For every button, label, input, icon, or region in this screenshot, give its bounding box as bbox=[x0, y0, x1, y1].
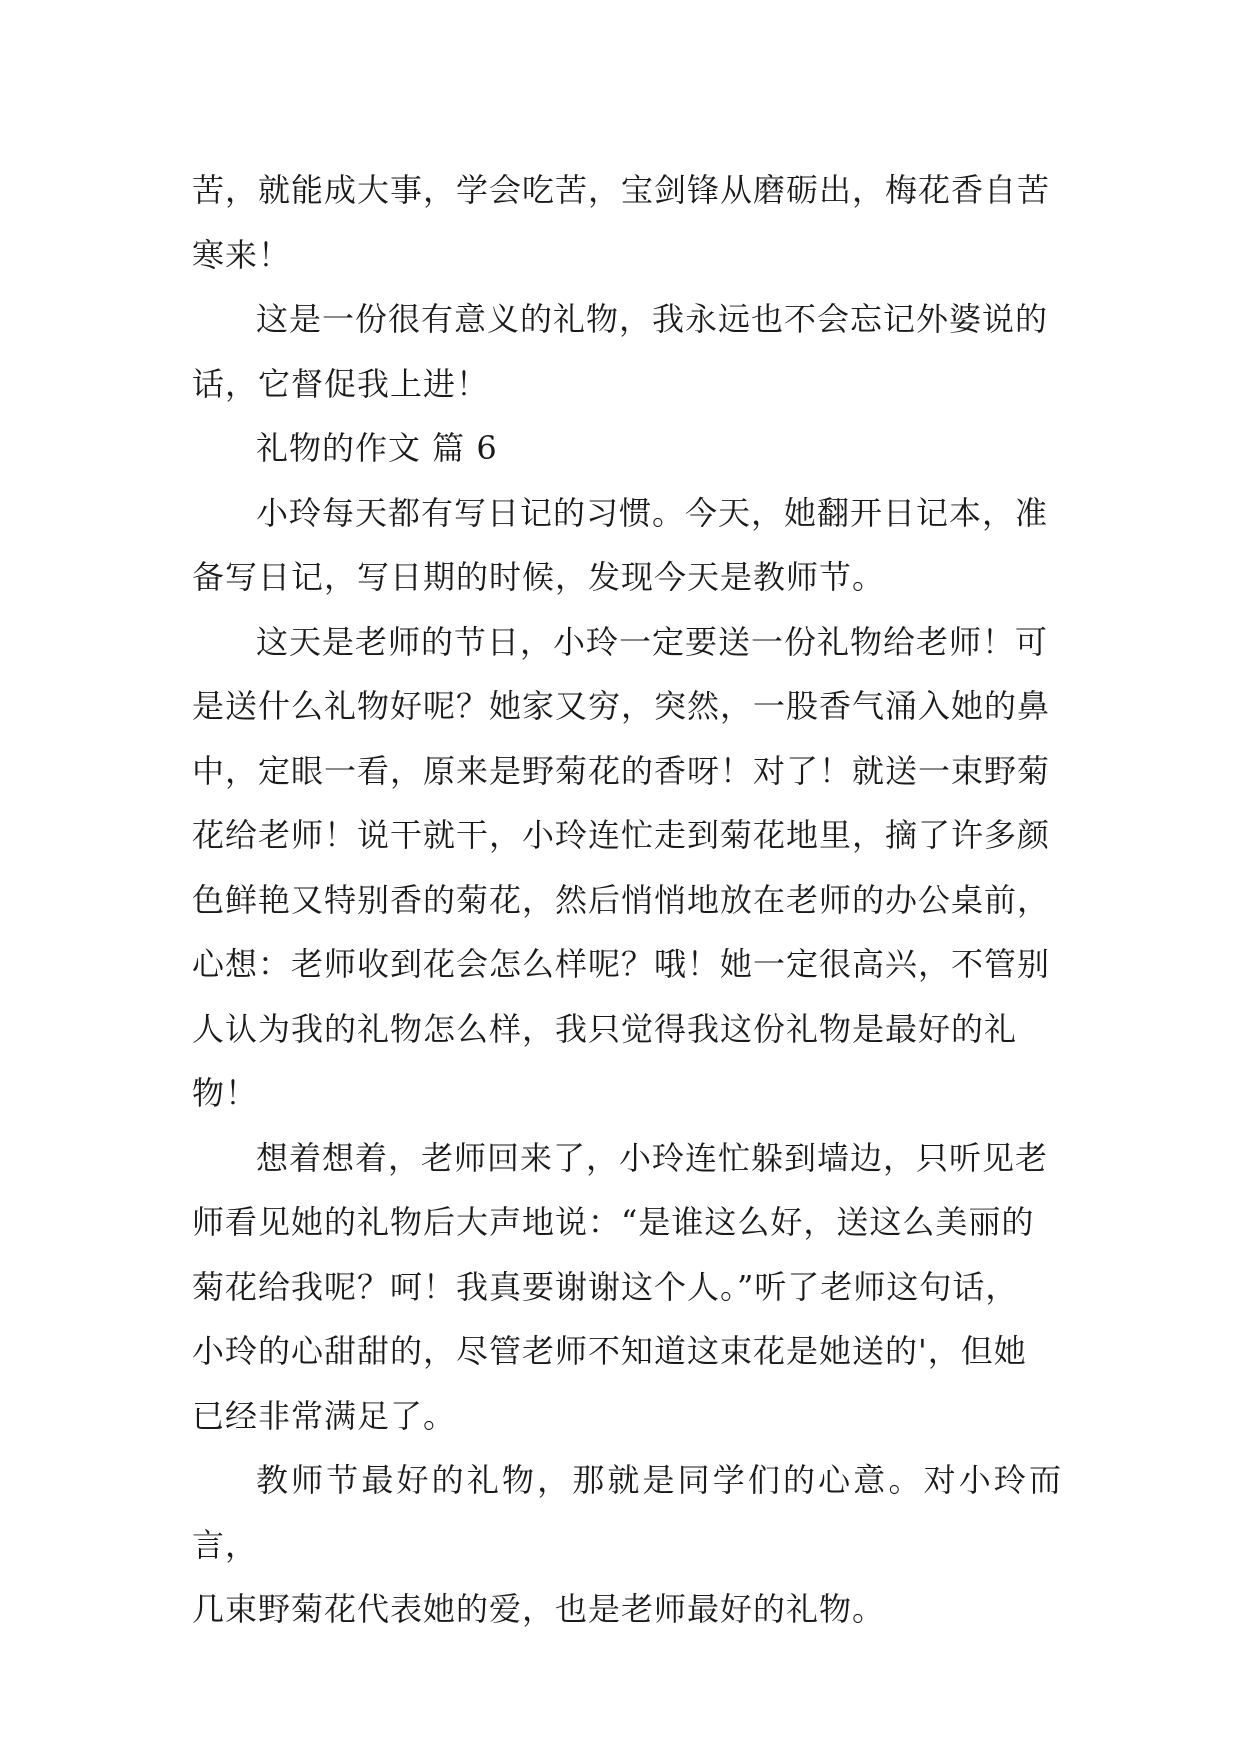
paragraph-diary: 小玲每天都有写日记的习惯。今天，她翻开日记本，准 备写日记，写日期的时候，发现今天是教师节。 bbox=[192, 493, 1049, 596]
section-heading: 礼物的作文 篇 6 bbox=[256, 429, 498, 467]
paragraph-teacher-returns: 想着想着，老师回来了，小玲连忙躲到墙边，只听见老 师看见她的礼物后大声地说：“是谁这么好，送这么美丽的 菊花给我呢？呵！我真要谢谢这个人。”听了老师这句话， 小玲的心甜甜的，尽管老师不知道这束花是她送的'，但她 已经非常满足了。 bbox=[192, 1138, 1049, 1435]
paragraph-continuation: 苦，就能成大事，学会吃苦，宝剑锋从磨砺出，梅花香自苦 寒来！ bbox=[192, 171, 1051, 274]
paragraph-conclusion: 教师节最好的礼物，那就是同学们的心意。对小玲而言， 几束野菊花代表她的爱，也是老师最好的礼物。 bbox=[192, 1461, 1062, 1628]
paragraph-meaningful-gift: 这是一份很有意义的礼物，我永远也不会忘记外婆说的 话，它督促我上进！ bbox=[192, 300, 1049, 403]
document-body bbox=[192, 158, 1062, 1642]
paragraph-wild-chrysanthemum: 这天是老师的节日，小玲一定要送一份礼物给老师！可 是送什么礼物好呢？她家又穷，突然，一股香气涌入她的鼻 中，定眼一看，原来是野菊花的香呀！对了！就送一束野菊 花给老师！说干就干，小玲连忙走到菊花地里，摘了许多颜 色鲜艳又特别香的菊花，然后悄悄地放在老师的办公桌前， 心想：老师收到花会怎么样呢？哦！她一定很高兴，不管别 人认为我的礼物怎么样，我只觉得我这份礼物是最好的礼 物！ bbox=[192, 622, 1051, 1112]
